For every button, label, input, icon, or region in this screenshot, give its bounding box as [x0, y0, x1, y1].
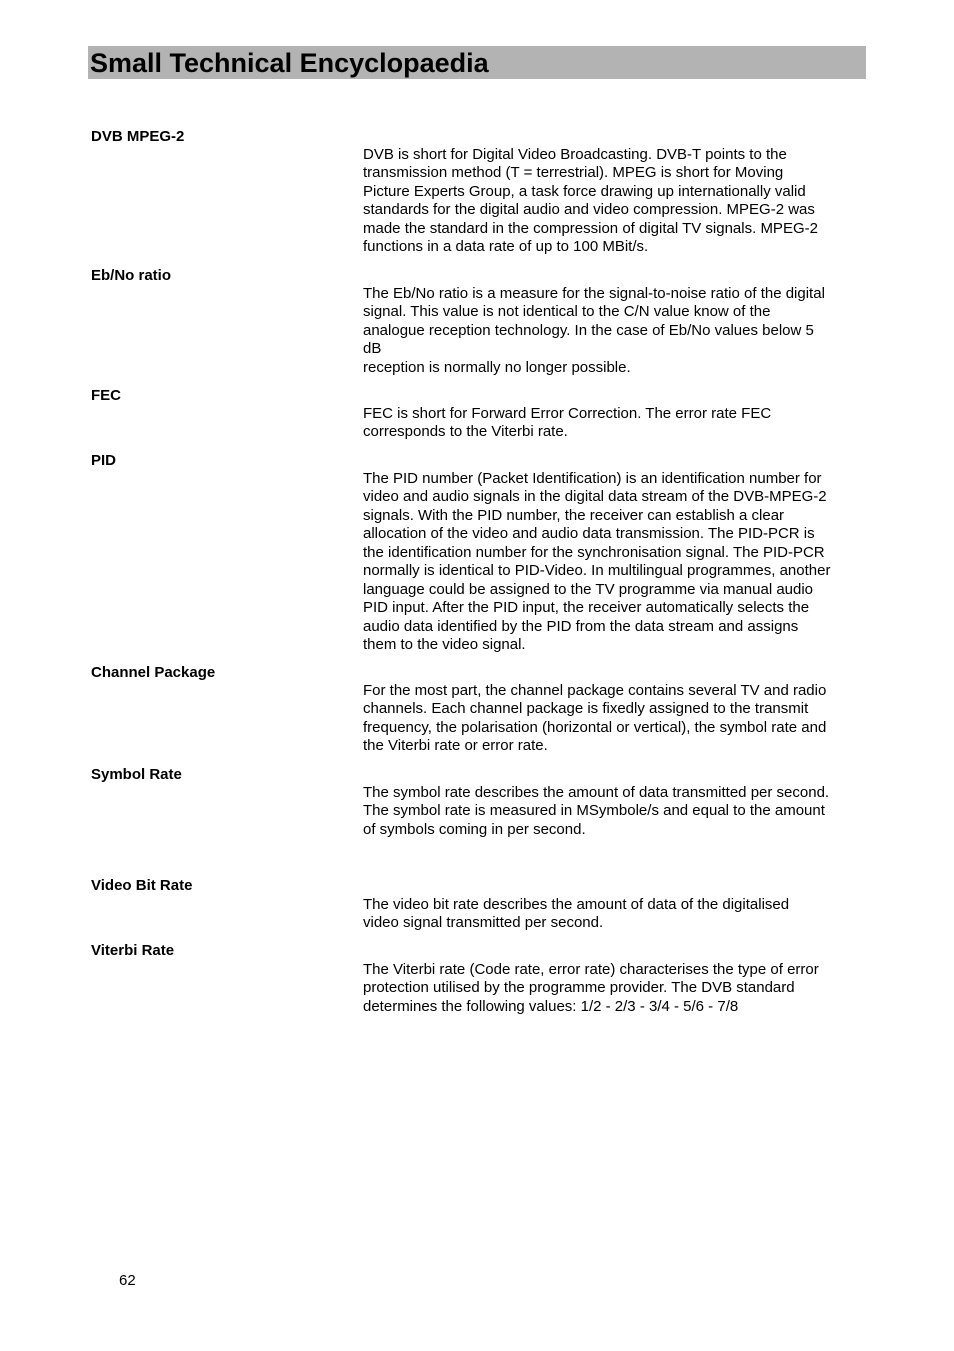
definition-line: determines the following values: 1/2 - 2/3 - 3/4 - 5/6 - 7/8	[363, 997, 739, 1015]
definition-line: frequency, the polarisation (horizontal or vertical), the symbol rate and	[363, 718, 827, 736]
definition-line: them to the video signal.	[363, 636, 526, 654]
entry-definition	[363, 146, 868, 257]
definition-line: The symbol rate is measured in MSymbole/s and equal to the amount	[363, 802, 825, 820]
definition-line: The video bit rate describes the amount of data of the digitalised	[363, 896, 790, 913]
definition-line: For the most part, the channel package contains several TV and radio	[363, 682, 827, 699]
definition-line: corresponds to the Viterbi rate.	[363, 423, 568, 441]
entry-definition	[363, 784, 868, 839]
definition-line: transmission method (T = terrestrial). MPEG is short for Moving	[363, 164, 784, 182]
definition-line: signal. This value is not identical to the C/N value know of the	[363, 303, 771, 321]
definition-line: The Viterbi rate (Code rate, error rate) characterises the type of error	[363, 961, 819, 978]
definition-line: normally is identical to PID-Video. In multilingual programmes, another	[363, 562, 831, 580]
entry-term: Viterbi Rate	[91, 942, 175, 959]
definition-line: The symbol rate describes the amount of data transmitted per second.	[363, 784, 830, 801]
entry-definition	[363, 285, 868, 377]
definition-line: signals. With the PID number, the receiver can establish a clear	[363, 506, 785, 524]
definition-line: The Eb/No ratio is a measure for the signal-to-noise ratio of the digital	[363, 285, 825, 302]
definition-line: reception is normally no longer possible.	[363, 358, 631, 376]
definition-line: FEC is short for Forward Error Correction. The error rate FEC	[363, 405, 772, 422]
entry-definition	[363, 470, 868, 655]
page-title: Small Technical Encyclopaedia	[90, 48, 489, 78]
entry-definition	[363, 896, 868, 933]
entry-term: FEC	[91, 387, 121, 404]
entry-term: PID	[91, 452, 117, 469]
definition-line: language could be assigned to the TV programme via manual audio	[363, 580, 814, 598]
entry-definition	[363, 405, 868, 442]
entry-term: DVB MPEG-2	[91, 128, 185, 145]
entry-term: Channel Package	[91, 664, 216, 681]
entry-definition	[363, 961, 868, 1016]
definition-line: standards for the digital audio and video compression. MPEG-2 was	[363, 201, 815, 219]
definition-line: PID input. After the PID input, the receiver automatically selects the	[363, 599, 810, 617]
definition-line: protection utilised by the programme provider. The DVB standard	[363, 979, 795, 997]
definition-line: of symbols coming in per second.	[363, 820, 586, 838]
entry-term: Symbol Rate	[91, 766, 182, 783]
definition-line: analogue reception technology. In the case of Eb/No values below 5	[363, 321, 814, 339]
title-bar	[88, 46, 866, 79]
entry-definition	[363, 682, 868, 756]
definition-line: audio data identified by the PID from the data stream and assigns	[363, 617, 799, 635]
definition-line: the Viterbi rate or error rate.	[363, 737, 548, 755]
entry-term: Eb/No ratio	[91, 267, 172, 284]
definition-line: DVB is short for Digital Video Broadcasting. DVB-T points to the	[363, 146, 787, 163]
definition-line: dB	[363, 340, 382, 358]
definition-line: video signal transmitted per second.	[363, 914, 604, 932]
definition-line: the identification number for the synchronisation signal. The PID-PCR	[363, 543, 825, 561]
page-number: 62	[119, 1272, 136, 1289]
definition-line: video and audio signals in the digital data stream of the DVB-MPEG-2	[363, 488, 827, 506]
entry-term: Video Bit Rate	[91, 877, 193, 894]
definition-line: channels. Each channel package is fixedly assigned to the transmit	[363, 700, 809, 718]
definition-line: allocation of the video and audio data transmission. The PID-PCR is	[363, 525, 815, 543]
definition-line: The PID number (Packet Identification) is an identification number for	[363, 470, 822, 487]
definition-line: functions in a data rate of up to 100 MBit/s.	[363, 238, 649, 256]
definition-line: made the standard in the compression of digital TV signals. MPEG-2	[363, 219, 818, 237]
definition-line: Picture Experts Group, a task force drawing up internationally valid	[363, 182, 806, 200]
